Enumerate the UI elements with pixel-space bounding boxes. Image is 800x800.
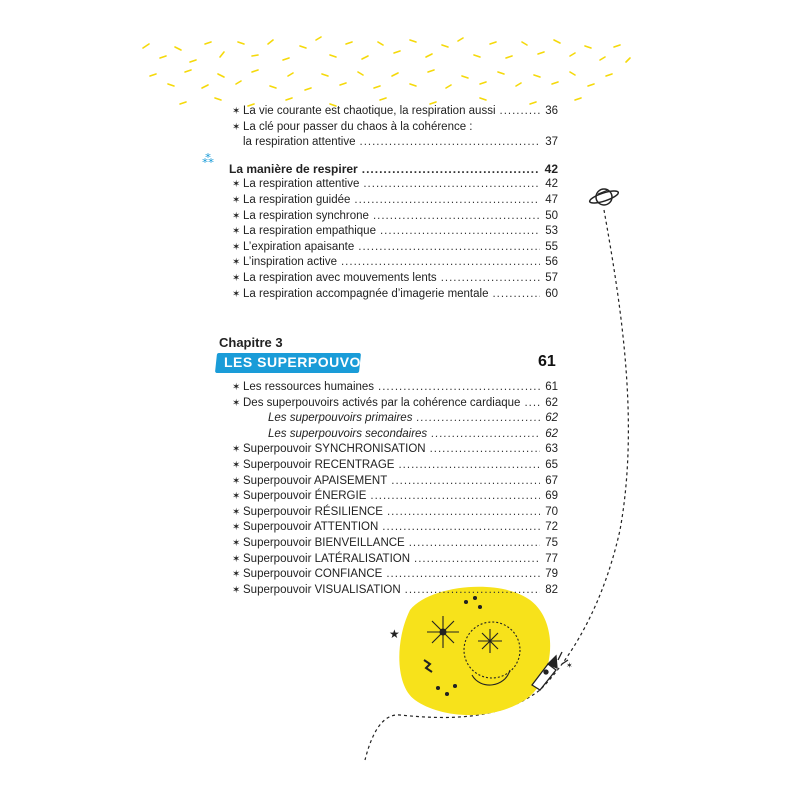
toc-entry-page: 62: [545, 396, 558, 409]
toc-entry-label: Superpouvoir ÉNERGIE: [243, 490, 367, 503]
svg-text:✶: ✶: [566, 661, 573, 670]
toc-entry-label: Superpouvoir APAISEMENT: [243, 474, 388, 487]
toc-entry-label: L’expiration apaisante: [243, 240, 355, 253]
toc-entry-page: 47: [545, 194, 558, 206]
toc-entry-label: la respiration attentive: [243, 136, 356, 149]
toc-entry: [232, 239, 558, 255]
toc-entry: [232, 504, 558, 520]
toc-entry: [243, 134, 558, 150]
chapter-number: Chapitre 3: [219, 335, 283, 350]
toc-entry-page: 82: [545, 583, 558, 596]
toc-entry-page: 62: [545, 427, 558, 440]
toc-entry: [232, 254, 558, 270]
toc-entry-label: Superpouvoir SYNCHRONISATION: [243, 443, 426, 456]
leader-dots: [500, 103, 540, 119]
toc-entry-page: 77: [545, 552, 558, 565]
toc-entry-label: Superpouvoir CONFIANCE: [243, 568, 383, 581]
leader-dots: [414, 551, 540, 567]
toc-entry-page: 61: [545, 381, 558, 393]
leader-dots: [387, 504, 540, 520]
leader-dots: [409, 535, 540, 551]
toc-entry: [232, 488, 558, 504]
toc-entry-page: 65: [545, 459, 558, 471]
bullet-icon: ✶: [232, 553, 241, 565]
toc-entry: [232, 223, 558, 239]
toc-entry-label: La vie courante est chaotique, la respiration aussi: [243, 105, 496, 117]
toc-entry-label: La respiration empathique: [243, 225, 376, 238]
toc-entry-label: Les superpouvoirs secondaires: [268, 427, 428, 440]
toc-entry: [232, 192, 558, 208]
toc-entry-label: Superpouvoir LATÉRALISATION: [243, 552, 411, 565]
toc-entry-page: 50: [545, 209, 558, 222]
toc-entry-label: Superpouvoir RÉSILIENCE: [243, 505, 383, 518]
bullet-icon: ✶: [232, 569, 241, 581]
toc-entry-page: 75: [545, 537, 558, 549]
toc-entry-page: 42: [545, 178, 558, 191]
toc-entry: [232, 473, 558, 489]
toc-entry: [232, 566, 558, 582]
toc-entry-label: Superpouvoir VISUALISATION: [243, 583, 401, 596]
bullet-icon: ✶: [232, 475, 241, 487]
toc-entry-label: La respiration avec mouvements lents: [243, 272, 437, 284]
bullet-icon: ✶: [232, 179, 241, 191]
bullet-icon: ✶: [232, 288, 241, 300]
toc-entry-label: Les superpouvoirs primaires: [268, 412, 413, 425]
leader-dots: [386, 566, 540, 582]
bullet-icon: ✶: [232, 226, 241, 238]
toc-entry-label: Superpouvoir RECENTRAGE: [243, 459, 395, 471]
chapter-title: LES SUPERPOUVOIRS: [224, 354, 386, 370]
toc-entry-page: 53: [545, 225, 558, 238]
bullet-icon: ✶: [232, 210, 241, 222]
toc-entry: [257, 410, 558, 426]
bullet-icon: ✶: [232, 397, 241, 409]
toc-entry-label: Superpouvoir BIENVEILLANCE: [243, 537, 405, 549]
toc-entry-page: 56: [545, 256, 558, 269]
leader-dots: [363, 176, 540, 192]
toc-entry: [232, 208, 558, 224]
toc-entry-page: 37: [545, 136, 558, 149]
bullet-icon: ✶: [232, 491, 241, 503]
toc-entry: [232, 270, 558, 286]
toc-entry-label: La respiration attentive: [243, 178, 360, 191]
leader-dots: [391, 473, 540, 489]
toc-entry: [232, 119, 558, 135]
chapter-page-number: 61: [538, 353, 556, 370]
toc-entry-page: 55: [545, 240, 558, 253]
leader-dots: [354, 192, 540, 208]
toc-entry: [232, 103, 558, 119]
leader-dots: [382, 519, 540, 535]
toc-entry-page: 67: [545, 474, 558, 487]
toc-entry-label: La clé pour passer du chaos à la cohérence :: [243, 120, 473, 133]
toc-entry-label: Des superpouvoirs activés par la cohérence cardiaque: [243, 396, 521, 409]
toc-section-entry: [218, 161, 558, 177]
sparkle-icon: ⁂: [202, 152, 214, 166]
leader-dots: [362, 161, 540, 177]
toc-entry: [232, 457, 558, 473]
bullet-icon: ✶: [232, 257, 241, 269]
toc-entry-page: 69: [545, 490, 558, 503]
toc-entry-page: 63: [545, 443, 558, 456]
bullet-icon: ✶: [232, 444, 241, 456]
leader-dots: [524, 395, 540, 411]
toc-entry: [232, 286, 558, 302]
bullet-icon: ✶: [232, 522, 241, 534]
leader-dots: [492, 286, 540, 302]
toc-entry-page: 62: [545, 412, 558, 425]
toc-entry: [232, 441, 558, 457]
bullet-icon: ✶: [232, 538, 241, 549]
toc-entry: [232, 582, 558, 598]
toc-entry-page: 36: [545, 105, 558, 117]
bullet-icon: ✶: [232, 382, 241, 393]
toc-entry-label: L’inspiration active: [243, 256, 337, 269]
toc-entry: [232, 395, 558, 411]
leader-dots: [370, 488, 540, 504]
toc-entry-page: 42: [544, 161, 558, 176]
toc-entry: [232, 176, 558, 192]
leader-dots: [341, 254, 540, 270]
bullet-icon: ✶: [232, 241, 241, 253]
leader-dots: [431, 426, 540, 442]
bullet-icon: ✶: [232, 273, 241, 284]
toc-entry-label: La manière de respirer: [229, 161, 358, 176]
toc-entry: [232, 519, 558, 535]
toc-entry-label: La respiration accompagnée d’imagerie mentale: [243, 287, 489, 300]
toc-entry-label: La respiration synchrone: [243, 209, 369, 222]
leader-dots: [373, 208, 540, 224]
toc-entry-label: Les ressources humaines: [243, 381, 375, 393]
leader-dots: [358, 239, 540, 255]
leader-dots: [378, 379, 540, 395]
toc-entry: [232, 535, 558, 551]
leader-dots: [360, 134, 540, 150]
leader-dots: [398, 457, 540, 473]
bullet-icon: ✶: [232, 195, 241, 206]
leader-dots: [430, 441, 540, 457]
leader-dots: [416, 410, 540, 426]
bullet-icon: ✶: [232, 106, 241, 117]
toc-entry-page: 57: [545, 272, 558, 284]
toc-entry-label: La respiration guidée: [243, 194, 351, 206]
toc-entry: [232, 551, 558, 567]
bullet-icon: ✶: [232, 460, 241, 471]
bullet-icon: ✶: [232, 584, 241, 596]
toc-entry: [232, 379, 558, 395]
leader-dots: [441, 270, 540, 286]
leader-dots: [380, 223, 540, 239]
bullet-icon: ✶: [232, 506, 241, 518]
toc-entry-page: 72: [545, 521, 558, 534]
bullet-icon: ✶: [232, 121, 241, 133]
leader-dots: [405, 582, 540, 598]
svg-text:★: ★: [389, 627, 400, 641]
toc-entry: [257, 426, 558, 442]
toc-entry-page: 60: [545, 287, 558, 300]
toc-entry-page: 79: [545, 568, 558, 581]
toc-entry-page: 70: [545, 505, 558, 518]
toc-entry-label: Superpouvoir ATTENTION: [243, 521, 379, 534]
